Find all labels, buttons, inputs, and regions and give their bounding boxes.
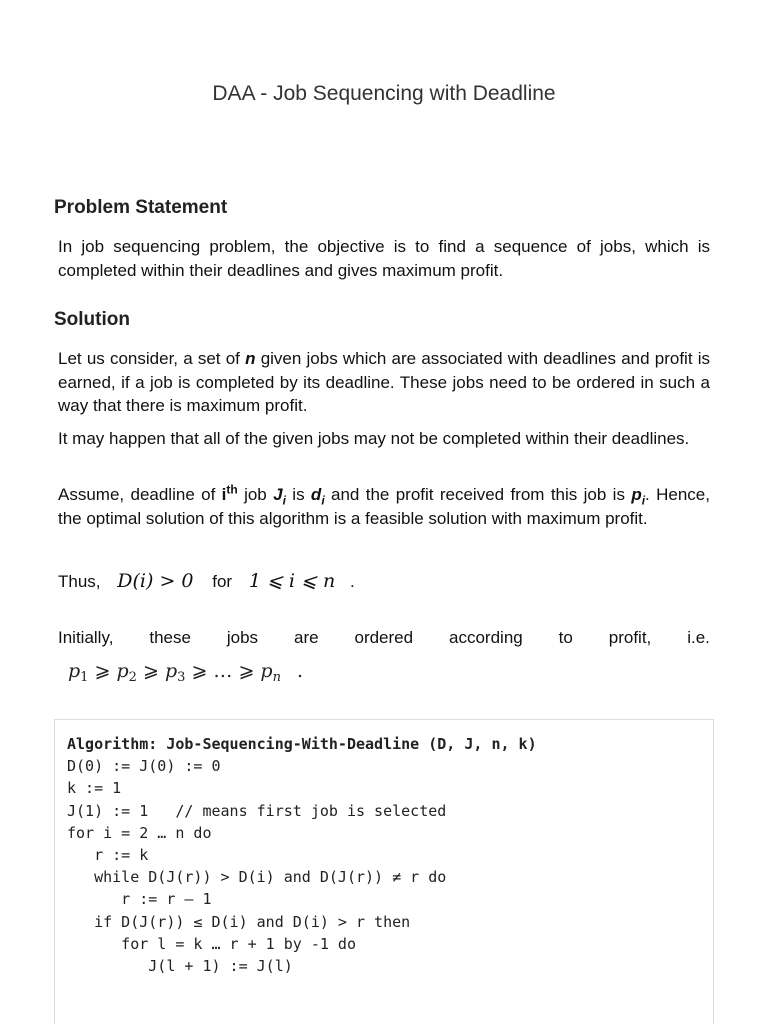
p3-text-5: . Hence, the optimal solution of this algorithm is a feasible solution with maximum profit.	[58, 485, 710, 528]
ordering-end-period: .	[297, 660, 304, 682]
problem-statement-heading: Problem Statement	[54, 197, 228, 218]
initially-word: are	[293, 628, 319, 647]
ordering-sub: 2	[128, 670, 137, 685]
thus-label: Thus,	[58, 572, 101, 591]
J-subscript: i	[282, 493, 286, 508]
ordering-relation: ⩾	[94, 660, 111, 682]
solution-paragraph-1	[58, 347, 710, 418]
code-line: k := 1	[67, 779, 122, 798]
ordering-p: p	[116, 660, 129, 682]
initially-word: profit,	[608, 628, 652, 647]
ordering-relation: ⩾	[238, 660, 255, 682]
code-line: for l = k … r + 1 by -1 do	[67, 934, 356, 953]
p-variable: p	[631, 485, 642, 504]
p1-text-after: given jobs which are associated with deadlines and profit is earned, if a job is completed by its deadline. These jobs need to be ordered in such a way that there is maximum profit.	[58, 349, 711, 415]
ordering-p: p	[164, 660, 178, 682]
n-variable: n	[245, 349, 256, 368]
p3-text-1: Assume, deadline of	[58, 485, 222, 504]
p3-text-3: is	[285, 485, 311, 504]
algorithm-signature: Algorithm: Job-Sequencing-With-Deadline (D, J, n, k)	[67, 735, 537, 753]
initially-line	[58, 628, 710, 648]
d-variable: d	[310, 485, 322, 504]
code-line: r := r – 1	[67, 890, 212, 909]
ordering-ellipsis: …	[213, 660, 233, 682]
solution-paragraph-3	[58, 483, 710, 530]
code-line: J(l + 1) := J(l)	[67, 957, 293, 976]
profit-ordering-formula	[68, 660, 304, 685]
solution-heading: Solution	[54, 309, 130, 330]
thus-end-period: .	[349, 572, 355, 591]
code-line: r := k	[67, 846, 149, 865]
initially-word: to	[558, 628, 573, 647]
thus-rhs-formula: 1 ⩽ i ⩽ n	[248, 570, 336, 592]
ordering-sub: 3	[177, 670, 186, 685]
p3-text-4: and the profit received from this job is	[324, 485, 632, 504]
ordering-relation: ⩾	[191, 660, 208, 682]
ordering-sub: n	[272, 670, 281, 685]
code-line: for i = 2 … n do	[67, 823, 212, 842]
algorithm-code-block	[54, 719, 714, 1024]
initially-word: i.e.	[687, 628, 710, 647]
ordering-p: p	[68, 660, 81, 682]
i-variable: i	[221, 485, 227, 504]
ordering-sub: 1	[80, 670, 89, 685]
code-line: D(0) := J(0) := 0	[67, 757, 221, 776]
problem-statement-text: In job sequencing problem, the objective is to find a sequence of jobs, which is completed within their deadlines and gives maximum profit.	[58, 237, 710, 280]
initially-word: these	[149, 628, 191, 647]
initially-word: ordered	[354, 628, 414, 647]
initially-word: Initially,	[58, 628, 114, 647]
thus-lhs-formula: D(i) > 0	[117, 570, 194, 592]
page-title: DAA - Job Sequencing with Deadline	[212, 82, 556, 105]
p3-text-2: job	[237, 485, 274, 504]
solution-paragraph-2: It may happen that all of the given jobs may not be completed within their deadlines.	[58, 429, 690, 448]
initially-word: jobs	[226, 628, 259, 647]
ordering-relation: ⩾	[142, 660, 159, 682]
code-line: while D(J(r)) > D(i) and D(J(r)) ≠ r do	[67, 868, 447, 887]
d-subscript: i	[321, 493, 325, 508]
ordering-p: p	[260, 660, 273, 682]
code-line: J(1) := 1 // means first job is selected	[67, 801, 447, 820]
p-subscript: i	[641, 493, 646, 508]
th-superscript: th	[226, 482, 238, 497]
thus-formula-line	[58, 570, 355, 592]
p1-text-before: Let us consider, a set of	[58, 349, 246, 368]
initially-word: according	[449, 628, 523, 647]
J-variable: J	[273, 485, 283, 504]
code-line: if D(J(r)) ≤ D(i) and D(i) > r then	[67, 912, 411, 931]
thus-for-label: for	[212, 572, 233, 591]
